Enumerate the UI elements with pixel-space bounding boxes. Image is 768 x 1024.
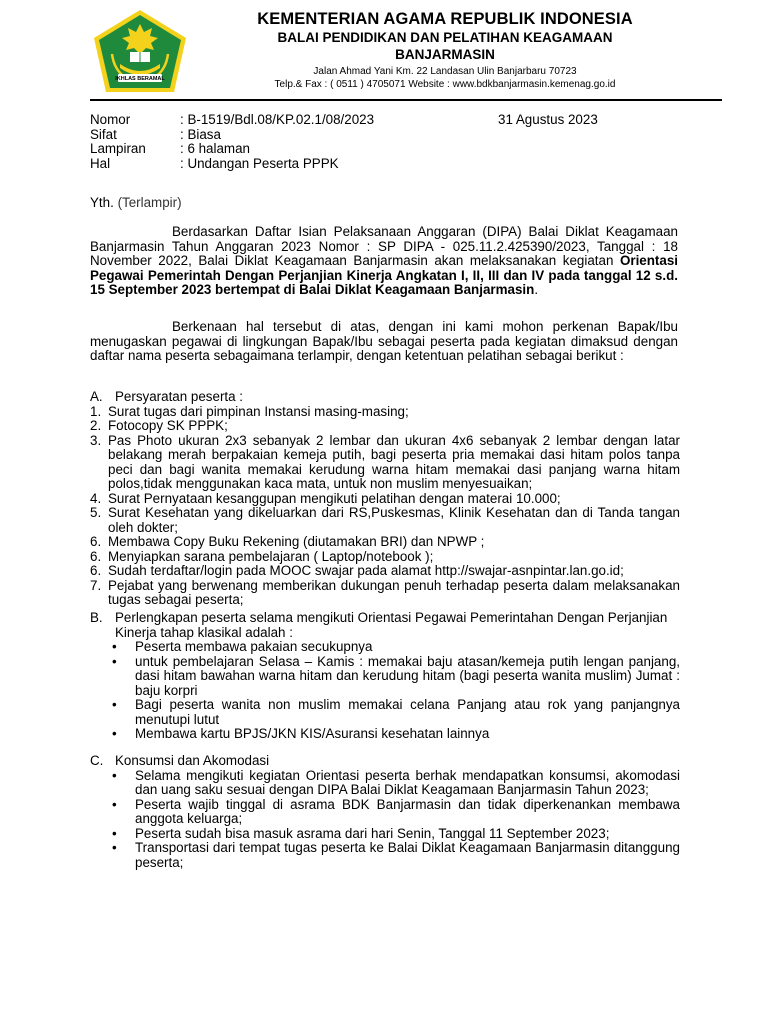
section-b-letter: B.	[90, 610, 103, 625]
bullet-icon: •	[112, 639, 117, 654]
sifat-label: Sifat	[90, 126, 117, 142]
section-a-letter: A.	[90, 389, 103, 404]
section-b-list	[90, 640, 680, 742]
nomor-value: : B-1519/Bdl.08/KP.02.1/08/2023	[180, 112, 375, 127]
list-item: 3. Pas Photo ukuran 2x3 sebanyak 2 lembar dan ukuran 4x6 sebanyak 2 lembar dengan latar belakang merah berpakaian kemeja putih, bagi peserta pria memakai dasi hitam polos tanpa peci dan bagi wanita memakai kerudung warna hitam memakai dasi panjang warna hitam polos,tidak menggunakan kaca mata, untuk non muslim menyesuaikan;	[90, 432, 680, 491]
list-item: 6. Menyiapkan sarana pembelajaran ( Laptop/notebook );	[90, 548, 434, 564]
ministry-name: KEMENTERIAN AGAMA REPUBLIK INDONESIA	[257, 10, 633, 28]
recipient-value: (Terlampir)	[117, 195, 182, 210]
recipient-prefix: Yth.	[90, 195, 114, 210]
list-item: • Peserta membawa pakaian secukupnya	[112, 639, 373, 654]
section-a-title: Persyaratan peserta :	[115, 389, 244, 404]
paragraph2-text: Berkenaan hal tersebut di atas, dengan ini kami mohon perkenan Bapak/Ibu menugaskan pegawai di lingkungan Bapak/Ibu sebagai peserta pada kegiatan dimaksud dengan daftar nama peserta sebagaimana terlampir, dengan ketentuan pelatihan sebagai berikut :	[90, 319, 678, 363]
list-item: • Peserta sudah bisa masuk asrama dari hari Senin, Tanggal 11 September 2023;	[112, 825, 610, 841]
paragraph1-end: .	[534, 282, 539, 297]
list-item: • Peserta wajib tinggal di asrama BDK Banjarmasin dan tidak diperkenankan membawa anggota keluarga;	[112, 796, 680, 826]
bullet-icon: •	[112, 697, 117, 712]
meta-nomor	[90, 113, 730, 128]
section-c-title: Konsumsi dan Akomodasi	[115, 753, 270, 768]
section-c-letter: C.	[90, 753, 104, 768]
paragraph1-bold: Orientasi Pegawai Pemerintah Dengan Perjanjian Kinerja Angkatan I, II, III dan IV pada tanggal 12 s.d. 15 September 2023 bertempat di Balai Diklat Keagamaan Banjarmasin	[90, 253, 678, 297]
list-item: 2. Fotocopy SK PPPK;	[90, 418, 228, 433]
paragraph1-text: Berdasarkan Daftar Isian Pelaksanaan Anggaran (DIPA) Balai Diklat Keagamaan Banjarmasin Tahun Anggaran 2023 Nomor : SP DIPA - 025.11.2.425390/2023, Tanggal : 18 November 2022, Balai Diklat Keagamaan Banjarmasin akan melaksanakan kegiatan	[90, 224, 678, 268]
list-item: 7. Pejabat yang berwenang memberikan dukungan penuh terhadap peserta dalam melaksanakan tugas sebagai peserta;	[90, 577, 680, 607]
bullet-icon: •	[112, 840, 117, 855]
letterhead	[220, 10, 670, 91]
list-item: 4. Surat Pernyataan kesanggupan mengikuti pelatihan dengan materai 10.000;	[90, 490, 561, 506]
list-item: • Transportasi dari tempat tugas peserta ke Balai Diklat Keagamaan Banjarmasin ditanggung peserta;	[112, 840, 680, 870]
section-a	[90, 390, 680, 608]
bullet-icon: •	[112, 767, 117, 783]
request-paragraph	[90, 320, 678, 364]
bullet-icon: •	[112, 825, 117, 841]
list-item: 1. Surat tugas dari pimpinan Instansi masing-masing;	[90, 403, 409, 419]
list-item: • Membawa kartu BPJS/JKN KIS/Asuransi kesehatan lainnya	[112, 726, 490, 741]
hal-label: Hal	[90, 155, 111, 171]
section-a-list	[90, 405, 680, 608]
sifat-value: : Biasa	[180, 126, 221, 142]
list-item: 6. Sudah terdaftar/login pada MOOC swajar pada alamat http://swajar-asnpintar.lan.go.id;	[90, 563, 624, 578]
letter-meta	[90, 113, 730, 171]
recipient	[90, 196, 182, 211]
section-a-heading	[90, 390, 680, 405]
list-item: • Selama mengikuti kegiatan Orientasi peserta berhak mendapatkan konsumsi, akomodasi dan uang saku sesuai dengan DIPA Balai Diklat Keagamaan Banjarmasin Tahun 2023;	[112, 767, 680, 797]
kemenag-logo	[90, 8, 190, 96]
lampiran-value: : 6 halaman	[180, 141, 250, 156]
list-item: 5. Surat Kesehatan yang dikeluarkan dari RS,Puskesmas, Klinik Kesehatan dan di Tanda tangan oleh dokter;	[90, 505, 680, 535]
institution-line1: BALAI PENDIDIKAN DAN PELATIHAN KEAGAMAAN	[277, 30, 613, 45]
nomor-label: Nomor	[90, 112, 131, 127]
bullet-icon: •	[112, 653, 117, 669]
svg-text:IKHLAS BERAMAL: IKHLAS BERAMAL	[115, 76, 165, 82]
section-c-heading	[90, 754, 680, 769]
letterhead-divider	[90, 99, 722, 101]
section-c	[90, 754, 680, 870]
lampiran-label: Lampiran	[90, 141, 146, 156]
list-item: • untuk pembelajaran Selasa – Kamis : memakai baju atasan/kemeja putih lengan panjang, dasi hitam bawahan warna hitam dan kerudung hitam (bagi peserta wanita muslim) Jumat : baju korpri	[112, 653, 680, 698]
institution-line2: BANJARMASIN	[395, 47, 495, 62]
section-b-heading	[90, 611, 680, 640]
list-item: • Bagi peserta wanita non muslim memakai celana Panjang atau rok yang panjangnya menutupi lutut	[112, 697, 680, 727]
section-b	[90, 611, 680, 742]
meta-hal	[90, 157, 730, 172]
address: Jalan Ahmad Yani Km. 22 Landasan Ulin Banjarbaru 70723	[313, 66, 577, 77]
section-b-title: Perlengkapan peserta selama mengikuti Orientasi Pegawai Pemerintahan Dengan Perjanjian Kinerja tahap klasikal adalah :	[115, 610, 668, 640]
bullet-icon: •	[112, 796, 117, 812]
list-item: 6. Membawa Copy Buku Rekening (diutamakan BRI) dan NPWP ;	[90, 534, 485, 549]
opening-paragraph	[90, 225, 678, 298]
hal-value: : Undangan Peserta PPPK	[180, 155, 339, 171]
meta-lampiran	[90, 142, 730, 157]
letter-date: 31 Agustus 2023	[498, 112, 598, 127]
meta-sifat	[90, 128, 730, 143]
bullet-icon: •	[112, 726, 117, 741]
contact: Telp.& Fax : ( 0511 ) 4705071 Website : www.bdkbanjarmasin.kemenag.go.id	[274, 79, 616, 90]
section-c-list	[90, 769, 680, 871]
